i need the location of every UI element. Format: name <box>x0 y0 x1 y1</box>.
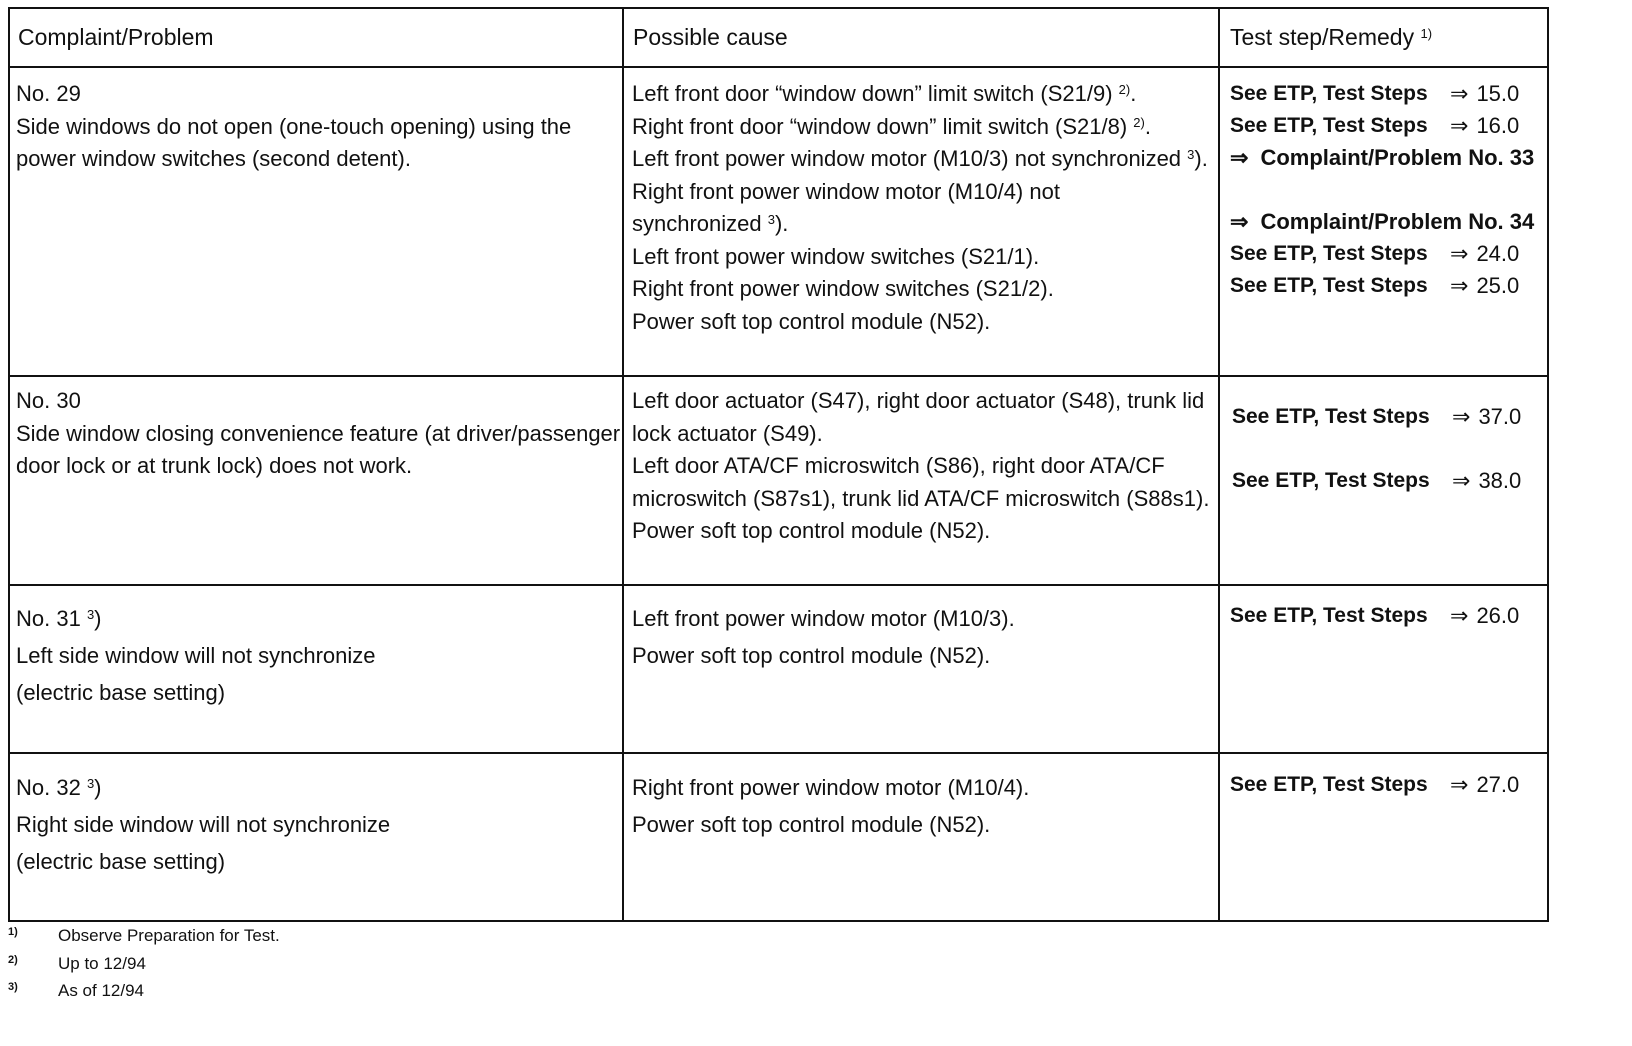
test-step-label: See ETP, Test Steps <box>1230 242 1428 265</box>
complaint-line <box>16 418 620 451</box>
complaint-line <box>16 143 571 176</box>
line-text: Left front door “window down” limit switch (S21/9) <box>632 81 1119 106</box>
complaint-reference-text: Complaint/Problem No. 33 <box>1260 145 1535 170</box>
column-divider <box>622 7 624 920</box>
line-text: Left side window will not synchronize <box>16 643 376 668</box>
complaint-reference <box>1230 206 1540 238</box>
test-step-number: 37.0 <box>1478 404 1522 429</box>
arrow-icon: ⇒ <box>1450 772 1469 797</box>
line-text: Power soft top control module (N52). <box>632 518 991 543</box>
column-divider <box>1218 7 1220 920</box>
row-divider <box>8 375 1549 377</box>
footnote-ref: 3 <box>1187 147 1195 162</box>
cause-line <box>632 208 1208 241</box>
cause-line <box>632 450 1209 483</box>
line-text: Side windows do not open (one-touch opening) using the <box>16 113 572 139</box>
line-punct: ). <box>1194 146 1208 171</box>
footnote-ref: 3 <box>86 776 95 791</box>
test-step-label: See ETP, Test Steps <box>1232 405 1430 428</box>
complaint-cell-31 <box>16 600 376 711</box>
test-step-entry <box>1230 78 1540 110</box>
remedy-spacer <box>1232 433 1542 465</box>
complaint-cell-30 <box>16 385 620 483</box>
complaint-line <box>16 843 390 880</box>
line-text: lock actuator (S49). <box>632 420 823 446</box>
remedy-spacer <box>1232 385 1542 401</box>
test-step-entry <box>1230 270 1540 302</box>
complaint-line <box>16 450 620 483</box>
line-text: Power soft top control module (N52). <box>632 643 991 668</box>
complaint-line <box>16 637 376 674</box>
footnote-text: Up to 12/94 <box>58 954 146 973</box>
footnote-mark: 1) <box>8 926 18 938</box>
cause-line <box>632 637 1015 674</box>
arrow-icon: ⇒ <box>1230 209 1249 234</box>
cause-line <box>632 176 1208 209</box>
line-text: Power soft top control module (N52). <box>632 812 991 837</box>
row-divider <box>8 752 1549 754</box>
footnote-mark: 2) <box>8 954 18 966</box>
line-text: Left front power window motor (M10/3) not synchronized <box>632 146 1188 171</box>
cause-line <box>632 241 1208 274</box>
test-step-number: 16.0 <box>1476 113 1520 138</box>
arrow-icon: ⇒ <box>1450 241 1469 266</box>
test-step-label: See ETP, Test Steps <box>1230 604 1428 627</box>
test-step-ref <box>1452 465 1521 497</box>
line-text: Right front power window motor (M10/4) not <box>632 178 1060 204</box>
table-border-left <box>8 7 10 920</box>
line-text: microswitch (S87s1), trunk lid ATA/CF microswitch (S88s1). <box>632 485 1210 511</box>
cause-cell-30 <box>632 385 1209 548</box>
line-punct: ). <box>774 211 789 236</box>
line-text: Left front power window motor (M10/3). <box>632 606 1015 631</box>
complaint-cell-29 <box>16 78 571 176</box>
line-text: (electric base setting) <box>16 849 226 874</box>
line-text: synchronized <box>632 211 768 236</box>
cause-cell-29 <box>632 78 1208 338</box>
header-cause: Possible cause <box>633 24 788 50</box>
arrow-icon: ⇒ <box>1450 603 1469 628</box>
cause-line <box>632 483 1209 516</box>
test-step-number: 27.0 <box>1476 772 1520 797</box>
line-text: Left front power window switches (S21/1). <box>632 243 1040 269</box>
complaint-line <box>16 385 620 418</box>
cause-line <box>632 273 1208 306</box>
complaint-reference <box>1230 142 1540 174</box>
arrow-icon: ⇒ <box>1452 404 1471 429</box>
line-text: Right front power window motor (M10/4). <box>632 775 1030 800</box>
test-step-ref <box>1452 401 1521 433</box>
arrow-icon: ⇒ <box>1230 145 1249 170</box>
table-border-bottom <box>8 920 1549 922</box>
test-step-ref <box>1450 78 1519 110</box>
footnote-ref: 3 <box>86 607 95 622</box>
cause-line <box>632 111 1208 144</box>
footnote-ref: 3 <box>767 212 775 227</box>
line-text: No. 32 <box>16 775 87 800</box>
line-punct: ) <box>94 606 102 631</box>
remedy-cell-31 <box>1230 600 1540 632</box>
test-step-ref <box>1450 600 1519 632</box>
line-text: Power soft top control module (N52). <box>632 308 991 334</box>
remedy-cell-30 <box>1232 385 1542 497</box>
arrow-icon: ⇒ <box>1452 468 1471 493</box>
test-step-label: See ETP, Test Steps <box>1230 773 1428 796</box>
line-text: Right side window will not synchronize <box>16 812 391 837</box>
arrow-icon: ⇒ <box>1450 273 1469 298</box>
test-step-entry <box>1230 600 1540 632</box>
arrow-icon: ⇒ <box>1450 81 1469 106</box>
cause-line <box>632 306 1208 339</box>
test-step-number: 38.0 <box>1478 468 1522 493</box>
test-step-label: See ETP, Test Steps <box>1230 274 1428 297</box>
cause-cell-31 <box>632 600 1015 674</box>
line-text: No. 30 <box>16 388 81 413</box>
cause-line <box>632 769 1029 806</box>
test-step-ref <box>1450 110 1519 142</box>
test-step-ref <box>1450 270 1519 302</box>
remedy-cell-32 <box>1230 769 1550 801</box>
line-punct: ) <box>94 775 102 800</box>
footnote-mark: 3) <box>8 981 18 993</box>
arrow-icon: ⇒ <box>1450 113 1469 138</box>
line-text: Left door ATA/CF microswitch (S86), right door ATA/CF <box>632 453 1165 478</box>
complaint-line <box>16 600 376 637</box>
test-step-ref <box>1450 769 1519 801</box>
line-text: No. 29 <box>16 81 81 106</box>
test-step-label: See ETP, Test Steps <box>1230 82 1428 105</box>
complaint-line <box>16 111 571 144</box>
table-border-top <box>8 7 1549 9</box>
complaint-line <box>16 806 390 843</box>
footnote-text: Observe Preparation for Test. <box>58 926 280 945</box>
line-punct: . <box>1130 81 1137 106</box>
complaint-line <box>16 78 571 111</box>
cause-line <box>632 78 1208 111</box>
line-text: (electric base setting) <box>16 680 226 705</box>
cause-line <box>632 143 1208 176</box>
cause-line <box>632 806 1029 843</box>
test-step-number: 24.0 <box>1476 241 1520 266</box>
cause-cell-32 <box>632 769 1029 843</box>
header-remedy: Test step/Remedy $^{1)}$ <box>1230 24 1433 50</box>
footnote-ref: 2) <box>1118 82 1131 97</box>
line-punct: . <box>1144 113 1151 139</box>
cause-line <box>632 600 1015 637</box>
header-divider <box>8 66 1549 68</box>
test-step-entry <box>1232 465 1542 497</box>
test-step-label: See ETP, Test Steps <box>1232 469 1430 492</box>
row-divider <box>8 584 1549 586</box>
test-step-ref <box>1450 238 1519 270</box>
test-step-number: 25.0 <box>1476 273 1520 298</box>
test-step-number: 26.0 <box>1476 603 1520 628</box>
test-step-entry <box>1232 401 1542 433</box>
test-step-label: See ETP, Test Steps <box>1230 114 1428 137</box>
footnote-ref: 2) <box>1133 114 1145 130</box>
line-text: Left door actuator (S47), right door actuator (S48), trunk lid <box>632 388 1205 413</box>
header-complaint: Complaint/Problem <box>18 24 214 50</box>
complaint-line <box>16 674 376 711</box>
line-text: No. 31 <box>16 606 87 631</box>
line-text: Right front power window switches (S21/2). <box>632 276 1054 301</box>
remedy-spacer <box>1230 174 1540 206</box>
line-text: power window switches (second detent). <box>16 146 411 171</box>
complaint-cell-32 <box>16 769 390 880</box>
line-text: Right front door “window down” limit switch (S21/8) <box>632 113 1134 139</box>
cause-line <box>632 385 1209 418</box>
footnote-text: As of 12/94 <box>58 981 145 1000</box>
line-text: door lock or at trunk lock) does not work. <box>16 453 413 478</box>
test-step-entry <box>1230 238 1540 270</box>
test-step-number: 15.0 <box>1476 81 1520 106</box>
complaint-reference-text: Complaint/Problem No. 34 <box>1260 209 1535 234</box>
line-text: Side window closing convenience feature (at driver/passenger <box>16 420 621 446</box>
test-step-entry <box>1230 110 1540 142</box>
test-step-entry <box>1230 769 1550 801</box>
remedy-cell-29 <box>1230 78 1540 302</box>
cause-line <box>632 418 1209 451</box>
cause-line <box>632 515 1209 548</box>
complaint-line <box>16 769 390 806</box>
